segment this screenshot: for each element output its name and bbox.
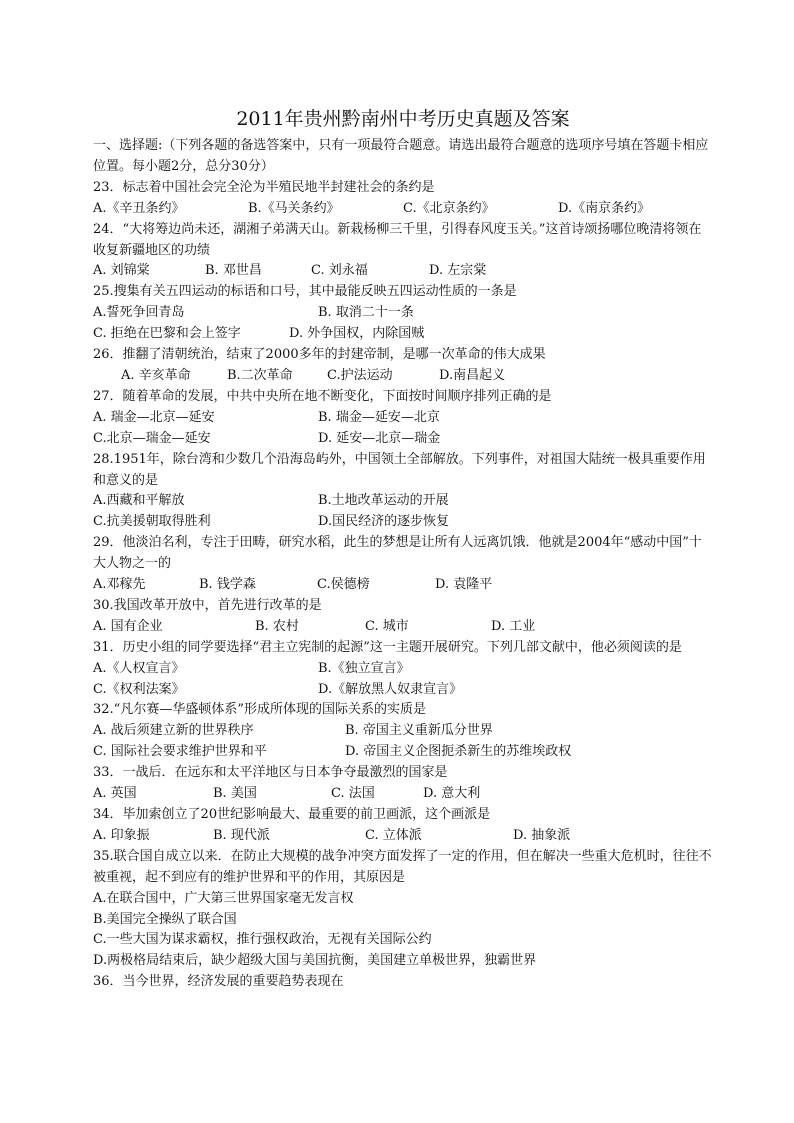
option-d: D.两极格局结束后，缺少超级大国与美国抗衡，美国建立单极世界，独霸世界 <box>93 953 537 969</box>
question-29-options <box>93 575 713 596</box>
option-a: A. 印象振 <box>93 827 150 843</box>
question-28-options-row1 <box>93 491 713 512</box>
option-b: B. 瑞金—延安—北京 <box>318 409 440 425</box>
option-a: A. 刘锦棠 <box>93 263 150 279</box>
question-33-stem: 33．一战后．在远东和太平洋地区与日本争夺最激烈的国家是 <box>93 765 448 781</box>
option-b: B. 取消二十一条 <box>318 305 414 321</box>
question-28-options-row2 <box>93 512 713 533</box>
question-32-stem: 32.“凡尔赛—华盛顿体系”形成所体现的国际关系的实质是 <box>93 702 426 718</box>
option-d: D. 左宗棠 <box>429 263 487 279</box>
page-title: 2011年贵州黔南州中考历史真题及答案 <box>236 108 570 130</box>
option-c: C.护法运动 <box>327 367 393 383</box>
option-a: A. 辛亥革命 <box>121 367 191 383</box>
question-29-stem: 29．他淡泊名利，专注于田畴，研究水稻，此生的梦想是让所有人远离饥饿．他就是2004年“感动中国”十大人物之一的 <box>93 535 702 572</box>
option-d: D. 延安—北京—瑞金 <box>318 430 441 446</box>
question-26-options <box>93 366 713 387</box>
option-d: D. 袁隆平 <box>435 577 493 593</box>
option-c: C.侯德榜 <box>317 577 370 593</box>
option-c: C.北京—瑞金—延安 <box>93 430 211 446</box>
question-27-options-row2 <box>93 429 713 450</box>
question-34-stem: 34．毕加索创立了20世纪影响最大、最重要的前卫画派，这个画派是 <box>93 807 491 822</box>
option-a: A.誓死争回青岛 <box>93 305 185 321</box>
question-35-stem: 35.联合国自成立以来．在防止大规模的战争冲突方面发挥了一定的作用，但在解决一些重大危机时，往往不被重视，起不到应有的维护世界和平的作用，其原因是 <box>93 848 712 885</box>
option-c: C. 法国 <box>331 786 375 802</box>
option-b: B. 邓世昌 <box>205 263 262 279</box>
question-24-options <box>93 261 713 282</box>
option-c: C. 立体派 <box>365 827 422 843</box>
question-28-stem: 28.1951年，除台湾和少数几个沿海岛屿外，中国领土全部解放。下列事件，对祖国大陆统一极具重要作用和意义的是 <box>93 451 706 488</box>
option-c: C. 拒绝在巴黎和会上签字 <box>93 326 241 342</box>
option-b: B. 帝国主义重新瓜分世界 <box>345 723 493 739</box>
option-c: C.《权利法案》 <box>93 681 185 697</box>
option-a: A.西藏和平解放 <box>93 493 185 509</box>
option-a: A. 战后须建立新的世界秩序 <box>93 723 254 739</box>
option-b: B. 农村 <box>255 618 299 634</box>
option-b: B.土地改革运动的开展 <box>318 493 449 509</box>
question-26-stem: 26．推翻了清朝统治，结束了2000多年的封建帝制，是哪一次革命的伟大成果 <box>93 347 546 363</box>
option-c: C. 城市 <box>365 618 409 634</box>
option-d: D.《南京条约》 <box>558 200 651 216</box>
question-23-stem: 23．标志着中国社会完全沦为半殖民地半封建社会的条约是 <box>93 179 435 195</box>
option-d: D.国民经济的逐步恢复 <box>318 514 450 530</box>
option-d: D. 外争国权，内除国贼 <box>289 326 425 342</box>
question-34-options <box>93 826 713 847</box>
option-d: D.南昌起义 <box>439 367 506 383</box>
option-b: B. 钱学森 <box>199 577 256 593</box>
option-d: D. 意大利 <box>423 786 481 802</box>
option-a: A.《人权宣言》 <box>93 660 185 676</box>
option-b: B.美国完全操纵了联合国 <box>93 911 237 927</box>
option-b: B.《独立宣言》 <box>318 660 410 676</box>
option-d: D. 帝国主义企图扼杀新生的苏维埃政权 <box>345 744 572 760</box>
question-27-stem: 27．随着革命的发展，中共中央所在地不断变化，下面按时间顺序排列正确的是 <box>93 388 552 404</box>
question-25-options-row2 <box>93 324 713 345</box>
question-23-options <box>93 199 713 220</box>
option-b: B. 现代派 <box>213 827 270 843</box>
option-c: C.抗美援朝取得胜利 <box>93 514 211 530</box>
option-b: B.《马关条约》 <box>248 200 340 216</box>
question-27-options-row1 <box>93 408 713 429</box>
question-24-stem: 24．“大将筹边尚未还，湖湘子弟满天山。新栽杨柳三千里，引得春风度玉关。”这首诗颂扬哪位晚清将领在收复新疆地区的功绩 <box>93 221 702 258</box>
question-30-stem: 30.我国改革开放中，首先进行改革的是 <box>93 597 322 613</box>
option-c: C.一些大国为谋求霸权，推行强权政治，无视有关国际公约 <box>93 932 432 948</box>
exam-page <box>93 104 713 993</box>
question-25-options-row1 <box>93 303 713 324</box>
question-33-options <box>93 784 713 805</box>
option-c: C. 刘永福 <box>311 263 368 279</box>
option-b: B. 美国 <box>213 786 257 802</box>
question-30-options <box>93 617 713 638</box>
option-d: D.《解放黑人奴隶宣言》 <box>318 681 463 697</box>
option-a: A. 国有企业 <box>93 618 163 634</box>
question-31-stem: 31．历史小组的同学要选择“君主立宪制的起源”这一主题开展研究。下列几部文献中，他必须阅读的是 <box>93 639 682 655</box>
question-32-options-row2 <box>93 742 713 763</box>
option-c: C.《北京条约》 <box>403 200 495 216</box>
option-b: B.二次革命 <box>227 367 293 383</box>
question-36-stem: 36．当今世界，经济发展的重要趋势表现在 <box>93 974 344 990</box>
question-32-options-row1 <box>93 721 713 742</box>
question-31-options-row1 <box>93 659 713 680</box>
option-d: D. 工业 <box>491 618 536 634</box>
question-31-options-row2 <box>93 680 713 701</box>
option-a: A.邓稼先 <box>93 577 146 593</box>
option-a: A.在联合国中，广大第三世界国家毫无发言权 <box>93 890 354 906</box>
option-a: A. 瑞金—北京—延安 <box>93 409 215 425</box>
option-c: C. 国际社会要求维护世界和平 <box>93 744 267 760</box>
question-25-stem: 25.搜集有关五四运动的标语和口号，其中最能反映五四运动性质的一条是 <box>93 284 517 300</box>
option-a: A. 英国 <box>93 786 137 802</box>
section-intro: 一、选择题:（下列各题的备选答案中，只有一项最符合题意。请选出最符合题意的选项序号填在答题卡相应位置。每小题2分，总分30分） <box>93 138 709 174</box>
option-a: A.《辛丑条约》 <box>93 200 185 216</box>
option-d: D. 抽象派 <box>513 827 571 843</box>
